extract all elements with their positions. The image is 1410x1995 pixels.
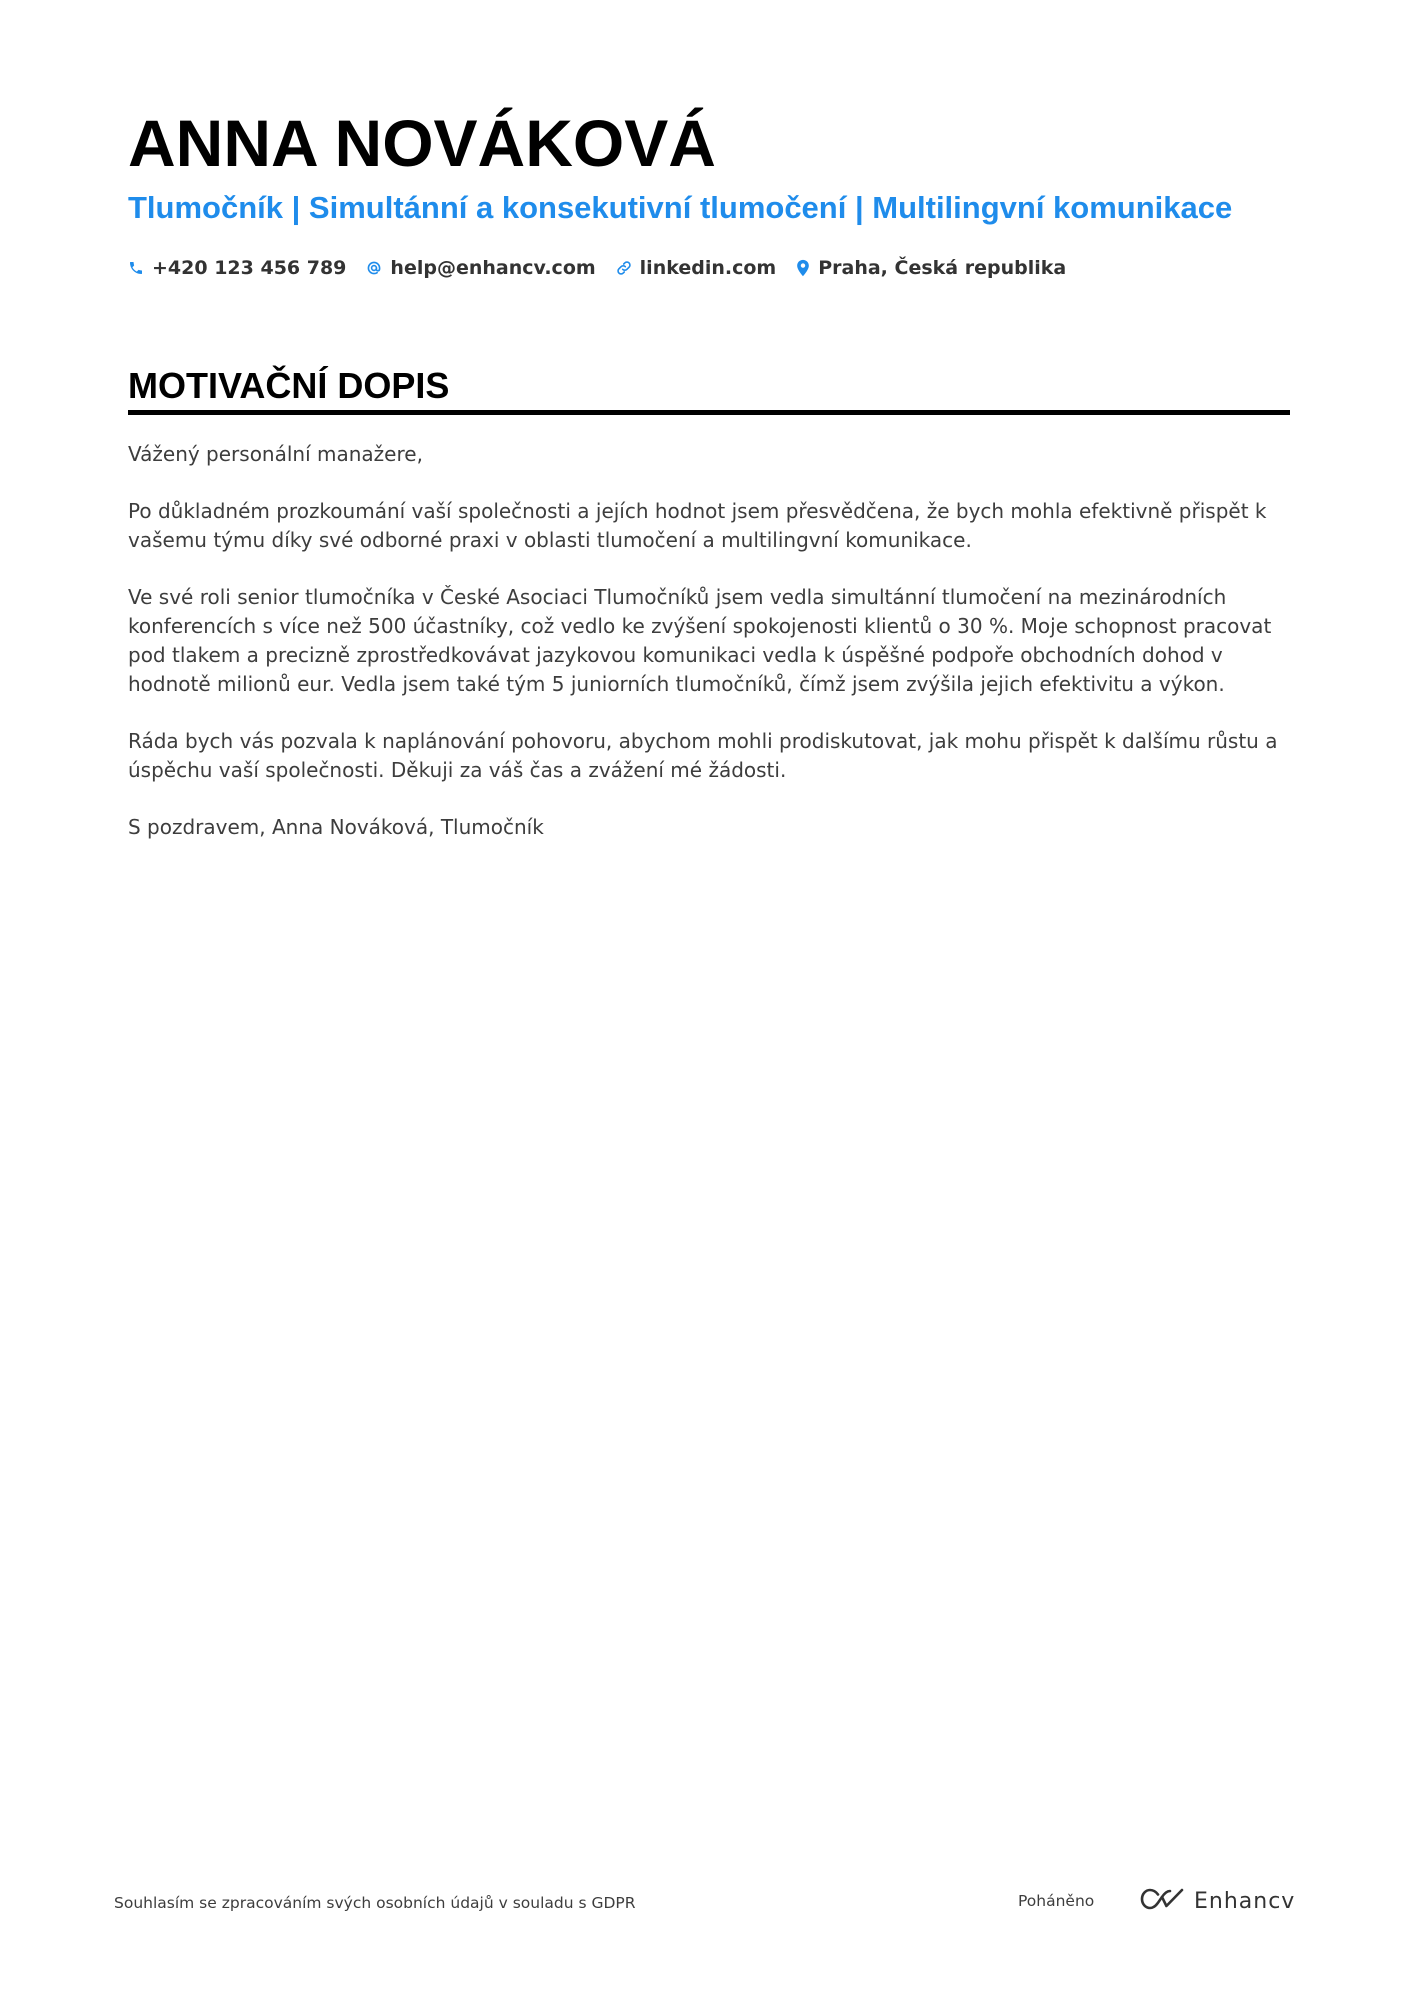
location-pin-icon (796, 259, 810, 277)
letter-closing: S pozdravem, Anna Nováková, Tlumočník (128, 815, 544, 839)
letter-paragraph-2: Ve své roli senior tlumočníka v České Asociaci Tlumočníků jsem vedla simultánní tlumočení na mezinárodních konferencích s více než 500 účastníky, což vedlo ke zvýšení spokojenosti klientů o 30 %. Moje schopnost pracovat pod tlakem a precizně zprostředkovávat jazykovou komunikaci vedla k úspěšné podpoře obchodních dohod v hodnotě milionů eur. Vedla jsem také tým 5 juniorních tlumočníků, čímž jsem zvýšila jejich efektivitu a výkon. (128, 585, 1272, 696)
phone-number: +420 123 456 789 (152, 257, 347, 279)
contact-phone[interactable] (128, 257, 346, 279)
section-divider (128, 410, 1290, 415)
contact-email[interactable] (366, 257, 595, 279)
powered-by-label: Poháněno (1018, 1892, 1095, 1910)
letter-body (128, 440, 1290, 870)
linkedin-url: linkedin.com (639, 257, 777, 279)
candidate-name: ANNA NOVÁKOVÁ (128, 106, 716, 180)
letter-greeting: Vážený personální manažere, (128, 442, 423, 466)
candidate-headline: Tlumočník | Simultánní a konsekutivní tlumočení | Multilingvní komunikace (128, 190, 1233, 225)
location-text: Praha, Česká republika (818, 257, 1067, 279)
phone-icon (128, 260, 144, 276)
section-title: MOTIVAČNÍ DOPIS (128, 365, 450, 406)
gdpr-consent: Souhlasím se zpracováním svých osobních údajů v souladu s GDPR (114, 1894, 636, 1912)
enhancv-logo[interactable] (1138, 1886, 1295, 1916)
at-icon (366, 260, 382, 276)
contact-location (796, 257, 1066, 279)
enhancv-brand-name: Enhancv (1194, 1888, 1296, 1914)
contact-linkedin[interactable] (616, 257, 777, 279)
link-icon (616, 260, 632, 276)
email-address: help@enhancv.com (390, 257, 596, 279)
letter-paragraph-1: Po důkladném prozkoumání vaší společnosti a jejích hodnot jsem přesvědčena, že bych mohla efektivně přispět k vašemu týmu díky své odborné praxi v oblasti tlumočení a multilingvní komunikace. (128, 499, 1267, 552)
letter-paragraph-3: Ráda bych vás pozvala k naplánování pohovoru, abychom mohli prodiskutovat, jak mohu přispět k dalšímu růstu a úspěchu vaší společnosti. Děkuji za váš čas a zvážení mé žádosti. (128, 729, 1278, 782)
contact-bar (128, 254, 1066, 282)
enhancv-logo-icon (1138, 1886, 1186, 1916)
